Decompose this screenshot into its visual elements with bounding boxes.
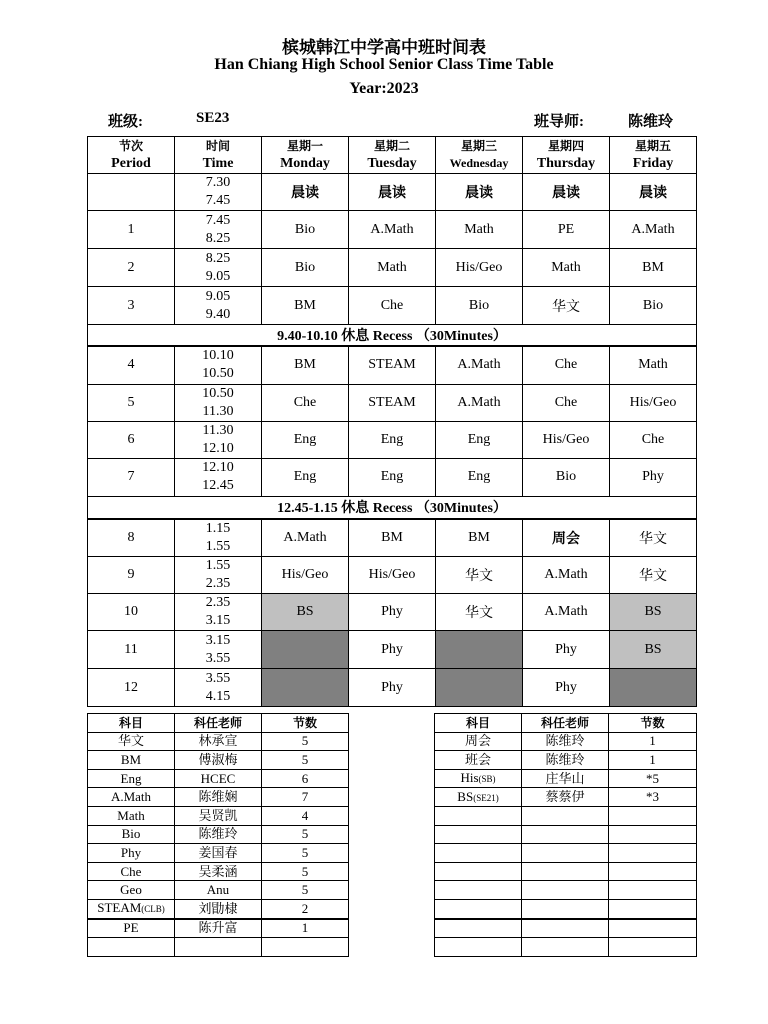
period-start-time: 12.10 xyxy=(202,460,234,475)
time-header-zh: 时间 xyxy=(205,139,230,153)
subject-teacher xyxy=(522,862,609,881)
lesson-cell-tuesday: BM xyxy=(349,519,436,557)
subject-row xyxy=(88,788,349,807)
form-teacher-value: 陈维玲 xyxy=(628,114,674,130)
subject-row xyxy=(435,751,697,770)
lesson-cell-wednesday: 华文 xyxy=(436,557,523,594)
subject-teacher xyxy=(522,899,609,918)
period-row xyxy=(88,594,697,631)
subject-label: Eng xyxy=(120,770,142,786)
subject-row xyxy=(435,806,697,825)
day-header-friday xyxy=(610,137,697,174)
lesson-cell-thursday: Phy xyxy=(523,631,610,669)
subject-name xyxy=(88,938,175,957)
period-time xyxy=(175,594,262,631)
subject-name xyxy=(88,844,175,863)
period-end-time: 2.35 xyxy=(205,576,231,591)
period-row xyxy=(88,631,697,669)
lesson-cell-thursday: 华文 xyxy=(523,287,610,325)
lesson-cell-monday: Bio xyxy=(262,249,349,287)
subject-row xyxy=(88,919,349,938)
lesson-cell-friday: Che xyxy=(610,421,697,458)
subject-name xyxy=(435,751,522,770)
day-header-wednesday xyxy=(436,137,523,174)
subject-header: 科目 xyxy=(435,714,522,733)
period-time xyxy=(175,174,262,211)
subject-name xyxy=(435,881,522,900)
lesson-cell-friday: Math xyxy=(610,346,697,384)
subject-suffix: (CLB) xyxy=(141,904,165,915)
period-time xyxy=(175,384,262,421)
period-number: 3 xyxy=(88,287,175,325)
period-end-time: 3.55 xyxy=(205,650,231,666)
period-end-time: 11.30 xyxy=(202,403,234,419)
subject-row xyxy=(435,769,697,788)
day-header-en: Friday xyxy=(632,156,674,171)
subject-name xyxy=(435,844,522,863)
subject-name xyxy=(435,769,522,788)
subject-table-left-body xyxy=(88,714,349,957)
subject-row xyxy=(435,862,697,881)
subject-teacher: 庄华山 xyxy=(522,769,609,788)
lesson-cell-friday: 华文 xyxy=(610,519,697,557)
lesson-cell-thursday: Che xyxy=(523,384,610,421)
lesson-cell-friday: His/Geo xyxy=(610,384,697,421)
timetable-header-row xyxy=(88,137,697,174)
subject-row xyxy=(88,732,349,751)
lesson-cell-thursday: PE xyxy=(523,211,610,249)
subject-row xyxy=(88,938,349,957)
day-header-zh: 星期五 xyxy=(634,139,671,153)
recess-label: 9.40-10.10 休息 Recess （30Minutes） xyxy=(88,325,697,347)
period-count xyxy=(609,844,697,863)
time-header xyxy=(175,137,262,174)
recess-row xyxy=(88,496,697,519)
period-time xyxy=(175,421,262,458)
subject-label: 周会 xyxy=(464,733,491,749)
lesson-cell-thursday: 周会 xyxy=(523,519,610,557)
subject-label: Phy xyxy=(120,844,142,860)
period-time xyxy=(175,346,262,384)
subject-label: Geo xyxy=(120,882,142,898)
subject-teacher: HCEC xyxy=(175,769,262,788)
lesson-cell-wednesday: Eng xyxy=(436,421,523,458)
lesson-cell-wednesday: His/Geo xyxy=(436,249,523,287)
period-row xyxy=(88,519,697,557)
lesson-cell-tuesday: Eng xyxy=(349,458,436,496)
lesson-cell-thursday: A.Math xyxy=(523,557,610,594)
teacher-header: 科任老师 xyxy=(175,714,262,733)
subject-name xyxy=(88,919,175,938)
subject-row xyxy=(435,899,697,918)
period-count: 5 xyxy=(262,732,349,751)
form-teacher-label: 班导师: xyxy=(534,114,584,130)
period-start-time: 11.30 xyxy=(202,422,234,438)
period-end-time: 9.40 xyxy=(205,306,231,322)
recess-label: 12.45-1.15 休息 Recess （30Minutes） xyxy=(88,496,697,519)
subject-teacher: 傅淑梅 xyxy=(175,751,262,770)
lesson-cell-wednesday: 晨读 xyxy=(436,174,523,211)
subject-row xyxy=(88,844,349,863)
subject-table-header xyxy=(88,714,349,733)
period-time xyxy=(175,211,262,249)
subject-teacher: 林承宣 xyxy=(175,732,262,751)
subject-table-right-body xyxy=(435,714,697,957)
subject-row xyxy=(435,881,697,900)
lesson-cell-tuesday: A.Math xyxy=(349,211,436,249)
subject-header: 科目 xyxy=(88,714,175,733)
period-number: 12 xyxy=(88,669,175,707)
period-start-time: 1.55 xyxy=(205,558,231,573)
subject-name xyxy=(88,732,175,751)
lesson-cell-thursday: His/Geo xyxy=(523,421,610,458)
subject-name xyxy=(435,862,522,881)
subject-label: Che xyxy=(120,863,142,879)
lesson-cell-friday: BS xyxy=(610,594,697,631)
lesson-cell-tuesday: Eng xyxy=(349,421,436,458)
lesson-cell-tuesday: Phy xyxy=(349,631,436,669)
lesson-cell-thursday: Math xyxy=(523,249,610,287)
period-time xyxy=(175,557,262,594)
period-start-time: 10.10 xyxy=(202,348,234,364)
period-time xyxy=(175,631,262,669)
subject-name xyxy=(435,806,522,825)
subject-label: A.Math xyxy=(110,789,152,805)
class-value: SE23 xyxy=(196,110,230,126)
subject-name xyxy=(88,825,175,844)
time-header-en: Time xyxy=(202,156,234,171)
subject-teacher: 陈维玲 xyxy=(522,732,609,751)
period-number: 1 xyxy=(88,211,175,249)
subject-label: BM xyxy=(120,751,142,767)
period-start-time: 7.45 xyxy=(205,212,231,228)
subject-name xyxy=(88,806,175,825)
lesson-cell-wednesday: BM xyxy=(436,519,523,557)
subject-teacher: 吴柔涵 xyxy=(175,862,262,881)
lesson-cell-monday: Eng xyxy=(262,421,349,458)
period-count: 5 xyxy=(262,751,349,770)
subject-label: 班会 xyxy=(464,751,491,767)
lesson-cell-thursday: 晨读 xyxy=(523,174,610,211)
lesson-cell-friday: Bio xyxy=(610,287,697,325)
period-end-time: 10.50 xyxy=(202,366,234,382)
lesson-cell-monday xyxy=(262,669,349,707)
period-count xyxy=(609,881,697,900)
subject-teacher xyxy=(522,938,609,957)
lesson-cell-monday: His/Geo xyxy=(262,557,349,594)
day-header-thursday xyxy=(523,137,610,174)
lesson-cell-monday: A.Math xyxy=(262,519,349,557)
lesson-cell-monday: BM xyxy=(262,287,349,325)
period-row xyxy=(88,249,697,287)
period-row xyxy=(88,211,697,249)
period-end-time: 3.15 xyxy=(205,613,231,628)
lesson-cell-monday: Eng xyxy=(262,458,349,496)
lesson-cell-wednesday xyxy=(436,631,523,669)
period-count xyxy=(262,938,349,957)
subject-label: 华文 xyxy=(117,733,144,749)
period-count: *5 xyxy=(609,769,697,788)
period-header-en: Period xyxy=(111,156,151,171)
subject-name xyxy=(435,938,522,957)
count-header: 节数 xyxy=(609,714,697,733)
subject-name xyxy=(88,862,175,881)
day-header-zh: 星期二 xyxy=(373,139,410,153)
subject-name xyxy=(88,881,175,900)
period-count: 5 xyxy=(262,844,349,863)
subject-row xyxy=(435,844,697,863)
day-header-en: Tuesday xyxy=(367,156,417,171)
subject-name xyxy=(435,732,522,751)
subject-teacher: 蔡蔡伊 xyxy=(522,788,609,807)
subject-row xyxy=(88,862,349,881)
subject-suffix: (SB) xyxy=(478,774,496,785)
subject-row xyxy=(88,825,349,844)
recess-row xyxy=(88,325,697,347)
period-start-time: 7.30 xyxy=(205,175,231,190)
subject-row xyxy=(88,769,349,788)
period-end-time: 9.05 xyxy=(205,268,231,284)
subject-row xyxy=(435,919,697,938)
subject-row xyxy=(435,938,697,957)
lesson-cell-wednesday: Bio xyxy=(436,287,523,325)
subject-teacher-table-left xyxy=(87,713,349,957)
lesson-cell-wednesday: A.Math xyxy=(436,346,523,384)
lesson-cell-wednesday: A.Math xyxy=(436,384,523,421)
period-count: 1 xyxy=(609,732,697,751)
lesson-cell-tuesday: His/Geo xyxy=(349,557,436,594)
subject-teacher: 陈维玲 xyxy=(175,825,262,844)
period-row xyxy=(88,421,697,458)
period-end-time: 12.45 xyxy=(202,478,234,493)
subject-row xyxy=(435,788,697,807)
period-start-time: 9.05 xyxy=(205,288,231,304)
period-row xyxy=(88,287,697,325)
period-count: 2 xyxy=(262,899,349,918)
lesson-cell-tuesday: 晨读 xyxy=(349,174,436,211)
day-header-zh: 星期三 xyxy=(460,139,497,153)
lesson-cell-tuesday: Phy xyxy=(349,669,436,707)
subject-suffix: (SE21) xyxy=(473,792,499,803)
period-header-zh: 节次 xyxy=(118,139,143,153)
lesson-cell-thursday: A.Math xyxy=(523,594,610,631)
subject-teacher: 陈升富 xyxy=(175,919,262,938)
period-end-time: 8.25 xyxy=(205,230,231,246)
subject-name xyxy=(88,899,175,918)
period-start-time: 3.55 xyxy=(205,670,231,686)
lesson-cell-monday: BM xyxy=(262,346,349,384)
lesson-cell-wednesday: Math xyxy=(436,211,523,249)
day-header-monday xyxy=(262,137,349,174)
period-start-time: 8.25 xyxy=(205,250,231,266)
subject-teacher xyxy=(175,938,262,957)
subject-row xyxy=(88,751,349,770)
day-header-en: Thursday xyxy=(536,156,596,171)
period-row xyxy=(88,458,697,496)
teacher-header: 科任老师 xyxy=(522,714,609,733)
period-number: 7 xyxy=(88,458,175,496)
subject-name xyxy=(435,899,522,918)
lesson-cell-monday: 晨读 xyxy=(262,174,349,211)
subject-label: BS xyxy=(457,788,474,804)
period-count: 1 xyxy=(609,751,697,770)
day-header-en: Wednesday xyxy=(449,156,509,170)
subject-name xyxy=(435,825,522,844)
period-count: 6 xyxy=(262,769,349,788)
subject-teacher: Anu xyxy=(175,881,262,900)
lesson-cell-monday xyxy=(262,631,349,669)
lesson-cell-tuesday: Math xyxy=(349,249,436,287)
subject-teacher: 吴贤凯 xyxy=(175,806,262,825)
lesson-cell-monday: BS xyxy=(262,594,349,631)
day-header-zh: 星期四 xyxy=(547,139,584,153)
lesson-cell-monday: Che xyxy=(262,384,349,421)
period-start-time: 10.50 xyxy=(202,385,234,401)
period-start-time: 3.15 xyxy=(205,632,231,648)
lesson-cell-thursday: Phy xyxy=(523,669,610,707)
timetable-body xyxy=(88,137,697,707)
period-count: 5 xyxy=(262,862,349,881)
period-number: 2 xyxy=(88,249,175,287)
subject-teacher: 刘勖棣 xyxy=(175,899,262,918)
period-number xyxy=(88,174,175,211)
lesson-cell-tuesday: Che xyxy=(349,287,436,325)
subject-teacher xyxy=(522,919,609,938)
period-number: 9 xyxy=(88,557,175,594)
subject-label: Math xyxy=(117,807,145,823)
period-end-time: 7.45 xyxy=(205,193,231,208)
period-number: 11 xyxy=(88,631,175,669)
period-start-time: 1.15 xyxy=(205,521,231,536)
period-number: 10 xyxy=(88,594,175,631)
subject-label: Bio xyxy=(121,826,141,842)
class-label: 班级: xyxy=(108,114,143,130)
lesson-cell-thursday: Che xyxy=(523,346,610,384)
lesson-cell-friday: BM xyxy=(610,249,697,287)
subject-label: STEAM xyxy=(97,900,142,916)
period-count: 4 xyxy=(262,806,349,825)
period-row xyxy=(88,557,697,594)
lesson-cell-tuesday: Phy xyxy=(349,594,436,631)
lesson-cell-friday: BS xyxy=(610,631,697,669)
period-time xyxy=(175,519,262,557)
period-time xyxy=(175,669,262,707)
period-header xyxy=(88,137,175,174)
lesson-cell-thursday: Bio xyxy=(523,458,610,496)
period-row xyxy=(88,174,697,211)
period-row xyxy=(88,346,697,384)
period-count: 7 xyxy=(262,788,349,807)
lesson-cell-friday xyxy=(610,669,697,707)
lesson-cell-friday: 华文 xyxy=(610,557,697,594)
lesson-cell-wednesday: Eng xyxy=(436,458,523,496)
count-header: 节数 xyxy=(262,714,349,733)
subject-teacher xyxy=(522,825,609,844)
subject-teacher-table-right xyxy=(434,713,697,957)
subject-teacher: 陈维玲 xyxy=(522,751,609,770)
subject-label: PE xyxy=(123,920,139,936)
period-count: 1 xyxy=(262,919,349,938)
period-end-time: 1.55 xyxy=(205,539,231,554)
day-header-en: Monday xyxy=(280,156,330,171)
subject-teacher: 姜国春 xyxy=(175,844,262,863)
period-number: 4 xyxy=(88,346,175,384)
period-count xyxy=(609,899,697,918)
day-header-tuesday xyxy=(349,137,436,174)
year-label: Year:2023 xyxy=(349,80,419,97)
lesson-cell-friday: 晨读 xyxy=(610,174,697,211)
subject-row xyxy=(435,732,697,751)
subject-teacher: 陈维娴 xyxy=(175,788,262,807)
period-count xyxy=(609,825,697,844)
subject-teacher xyxy=(522,881,609,900)
lesson-cell-tuesday: STEAM xyxy=(349,346,436,384)
period-count: *3 xyxy=(609,788,697,807)
period-number: 5 xyxy=(88,384,175,421)
period-time xyxy=(175,249,262,287)
period-start-time: 2.35 xyxy=(205,595,231,610)
title-english: Han Chiang High School Senior Class Time Table xyxy=(214,56,554,73)
subject-name xyxy=(88,751,175,770)
subject-label: His xyxy=(460,770,479,786)
lesson-cell-monday: Bio xyxy=(262,211,349,249)
subject-row xyxy=(88,899,349,918)
lesson-cell-friday: A.Math xyxy=(610,211,697,249)
period-row xyxy=(88,384,697,421)
lesson-cell-wednesday: 华文 xyxy=(436,594,523,631)
timetable xyxy=(87,136,697,707)
title-chinese: 槟城韩江中学高中班时间表 xyxy=(282,38,486,57)
period-end-time: 4.15 xyxy=(205,688,231,704)
period-count: 5 xyxy=(262,881,349,900)
period-row xyxy=(88,669,697,707)
subject-name xyxy=(88,769,175,788)
subject-row xyxy=(88,806,349,825)
subject-teacher xyxy=(522,844,609,863)
subject-row xyxy=(88,881,349,900)
period-time xyxy=(175,458,262,496)
period-count xyxy=(609,919,697,938)
period-time xyxy=(175,287,262,325)
day-header-zh: 星期一 xyxy=(286,139,323,153)
period-count xyxy=(609,862,697,881)
period-count xyxy=(609,806,697,825)
subject-name xyxy=(435,919,522,938)
subject-row xyxy=(435,825,697,844)
subject-table-header xyxy=(435,714,697,733)
subject-name xyxy=(435,788,522,807)
period-count: 5 xyxy=(262,825,349,844)
period-number: 8 xyxy=(88,519,175,557)
lesson-cell-tuesday: STEAM xyxy=(349,384,436,421)
period-count xyxy=(609,938,697,957)
subject-teacher xyxy=(522,806,609,825)
lesson-cell-wednesday xyxy=(436,669,523,707)
period-number: 6 xyxy=(88,421,175,458)
lesson-cell-friday: Phy xyxy=(610,458,697,496)
period-end-time: 12.10 xyxy=(202,440,234,456)
subject-name xyxy=(88,788,175,807)
